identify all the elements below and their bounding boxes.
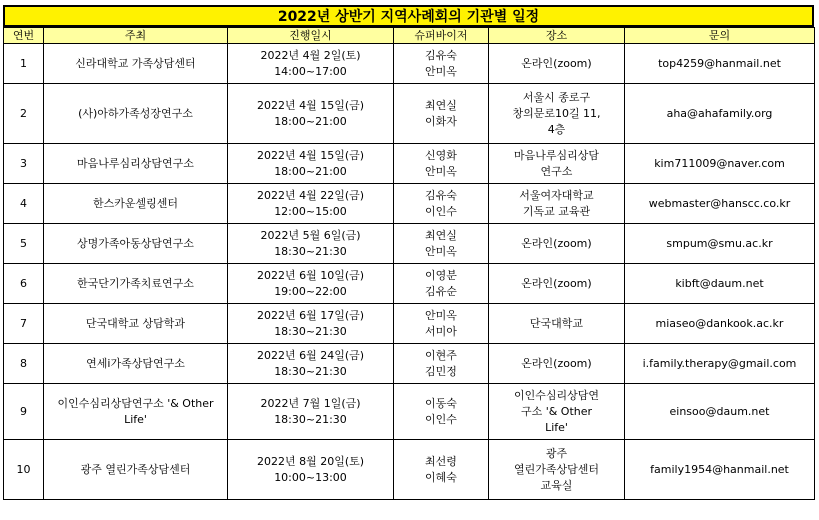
contact-email[interactable]: einsoo@daum.net <box>625 384 815 440</box>
header-contact: 문의 <box>625 28 815 44</box>
contact-email[interactable]: kibft@daum.net <box>625 264 815 304</box>
row-number: 2 <box>4 84 44 144</box>
host-organization: 상명가족아동상담연구소 <box>44 224 228 264</box>
session-datetime-line: 18:00~21:00 <box>274 114 347 128</box>
table-row <box>4 344 815 384</box>
host-organization: 신라대학교 가족상담센터 <box>44 44 228 84</box>
header-place: 장소 <box>489 28 625 44</box>
venue-line: 서울여자대학교 <box>519 188 594 202</box>
session-datetime-line: 2022년 6월 24일(금) <box>256 348 365 362</box>
host-organization: 마음나루심리상담연구소 <box>44 144 228 184</box>
venue <box>489 84 625 144</box>
session-datetime <box>228 304 394 344</box>
venue-line: 광주 <box>545 446 568 460</box>
session-datetime-line: 2022년 4월 15일(금) <box>256 148 365 162</box>
venue-line: 연구소 <box>540 164 573 178</box>
host-organization: 한스카운셀링센터 <box>44 184 228 224</box>
venue: 온라인(zoom) <box>489 44 625 84</box>
row-number: 6 <box>4 264 44 304</box>
header-row <box>4 28 815 44</box>
venue: 온라인(zoom) <box>489 344 625 384</box>
row-number: 3 <box>4 144 44 184</box>
venue-line: 이인수심리상담연 <box>513 388 599 402</box>
table-row <box>4 224 815 264</box>
venue <box>489 144 625 184</box>
table-row <box>4 184 815 224</box>
contact-email[interactable]: miaseo@dankook.ac.kr <box>625 304 815 344</box>
supervisors-line: 김민정 <box>425 364 457 378</box>
session-datetime <box>228 440 394 500</box>
supervisors <box>394 304 489 344</box>
table-body <box>4 44 815 500</box>
host-organization: 한국단기가족치료연구소 <box>44 264 228 304</box>
table-row <box>4 264 815 304</box>
supervisors-line: 신영화 <box>425 148 457 162</box>
session-datetime-line: 12:00~15:00 <box>274 204 347 218</box>
supervisors <box>394 144 489 184</box>
session-datetime <box>228 44 394 84</box>
header-org: 주최 <box>44 28 228 44</box>
session-datetime-line: 2022년 6월 10일(금) <box>256 268 365 282</box>
row-number: 7 <box>4 304 44 344</box>
session-datetime-line: 2022년 4월 22일(금) <box>256 188 365 202</box>
supervisors-line: 안미옥 <box>425 308 457 322</box>
sheet-title: 2022년 상반기 지역사례회의 기관별 일정 <box>3 5 814 27</box>
supervisors-line: 이혜숙 <box>425 470 457 484</box>
contact-email[interactable]: top4259@hanmail.net <box>625 44 815 84</box>
row-number: 4 <box>4 184 44 224</box>
venue-line: 교육실 <box>540 478 573 492</box>
session-datetime-line: 2022년 4월 2일(토) <box>260 48 361 62</box>
contact-email[interactable]: smpum@smu.ac.kr <box>625 224 815 264</box>
supervisors-line: 서미아 <box>425 324 457 338</box>
session-datetime <box>228 344 394 384</box>
venue <box>489 384 625 440</box>
supervisors-line: 김유숙 <box>425 188 457 202</box>
supervisors-line: 이현주 <box>425 348 457 362</box>
table-row <box>4 144 815 184</box>
table-row <box>4 84 815 144</box>
session-datetime-line: 2022년 8월 20일(토) <box>256 454 365 468</box>
supervisors <box>394 264 489 304</box>
host-organization: (사)아하가족성장연구소 <box>44 84 228 144</box>
supervisors <box>394 84 489 144</box>
header-datetime: 진행일시 <box>228 28 394 44</box>
venue: 온라인(zoom) <box>489 264 625 304</box>
table-row <box>4 384 815 440</box>
venue-line: 마음나루심리상담 <box>513 148 599 162</box>
session-datetime-line: 14:00~17:00 <box>274 64 347 78</box>
table-row <box>4 44 815 84</box>
session-datetime-line: 18:00~21:00 <box>274 164 347 178</box>
supervisors-line: 최연실 <box>425 98 457 112</box>
supervisors-line: 최선령 <box>425 454 457 468</box>
host-organization: 연세i가족상담연구소 <box>44 344 228 384</box>
contact-email[interactable]: i.family.therapy@gmail.com <box>625 344 815 384</box>
header-supervisor: 슈퍼바이저 <box>394 28 489 44</box>
session-datetime-line: 18:30~21:30 <box>274 364 347 378</box>
contact-email[interactable]: kim711009@naver.com <box>625 144 815 184</box>
table-row <box>4 304 815 344</box>
supervisors-line: 안미옥 <box>425 164 457 178</box>
supervisors-line: 안미옥 <box>425 244 457 258</box>
row-number: 10 <box>4 440 44 500</box>
schedule-table <box>3 27 815 500</box>
host-organization: 광주 열린가족상담센터 <box>44 440 228 500</box>
session-datetime-line: 10:00~13:00 <box>274 470 347 484</box>
supervisors <box>394 44 489 84</box>
session-datetime-line: 18:30~21:30 <box>274 324 347 338</box>
supervisors-line: 이영분 <box>425 268 457 282</box>
row-number: 9 <box>4 384 44 440</box>
supervisors <box>394 184 489 224</box>
venue-line: 서울시 종로구 <box>522 90 591 104</box>
contact-email[interactable]: aha@ahafamily.org <box>625 84 815 144</box>
venue-line: 기독교 교육관 <box>522 204 591 218</box>
supervisors-line: 김유순 <box>425 284 457 298</box>
venue-line: Life' <box>545 420 568 434</box>
venue <box>489 184 625 224</box>
session-datetime-line: 18:30~21:30 <box>274 244 347 258</box>
venue-line: 창의문로10길 11, <box>512 106 601 120</box>
session-datetime <box>228 144 394 184</box>
supervisors-line: 최연실 <box>425 228 457 242</box>
session-datetime-line: 2022년 4월 15일(금) <box>256 98 365 112</box>
venue-line: 열린가족상담센터 <box>513 462 599 476</box>
contact-email[interactable]: family1954@hanmail.net <box>625 440 815 500</box>
supervisors-line: 이인수 <box>425 204 457 218</box>
venue: 단국대학교 <box>489 304 625 344</box>
supervisors-line: 이화자 <box>425 114 457 128</box>
schedule-sheet <box>3 5 814 500</box>
supervisors-line: 이동숙 <box>425 396 457 410</box>
session-datetime-line: 18:30~21:30 <box>274 412 347 426</box>
supervisors-line: 김유숙 <box>425 48 457 62</box>
row-number: 8 <box>4 344 44 384</box>
venue-line: 4층 <box>547 122 566 136</box>
supervisors <box>394 224 489 264</box>
session-datetime-line: 19:00~22:00 <box>274 284 347 298</box>
session-datetime <box>228 84 394 144</box>
session-datetime-line: 2022년 7월 1일(금) <box>260 396 361 410</box>
session-datetime <box>228 264 394 304</box>
session-datetime <box>228 184 394 224</box>
host-organization: 단국대학교 상담학과 <box>44 304 228 344</box>
session-datetime <box>228 384 394 440</box>
header-no: 연번 <box>4 28 44 44</box>
venue: 온라인(zoom) <box>489 224 625 264</box>
supervisors <box>394 384 489 440</box>
session-datetime-line: 2022년 6월 17일(금) <box>256 308 365 322</box>
host-organization: 이인수심리상담연구소 '& Other Life' <box>44 384 228 440</box>
venue-line: 구소 '& Other <box>520 404 593 418</box>
session-datetime <box>228 224 394 264</box>
table-row <box>4 440 815 500</box>
supervisors <box>394 344 489 384</box>
venue <box>489 440 625 500</box>
contact-email[interactable]: webmaster@hanscc.co.kr <box>625 184 815 224</box>
row-number: 5 <box>4 224 44 264</box>
session-datetime-line: 2022년 5월 6일(금) <box>260 228 361 242</box>
supervisors-line: 이인수 <box>425 412 457 426</box>
row-number: 1 <box>4 44 44 84</box>
supervisors-line: 안미옥 <box>425 64 457 78</box>
supervisors <box>394 440 489 500</box>
